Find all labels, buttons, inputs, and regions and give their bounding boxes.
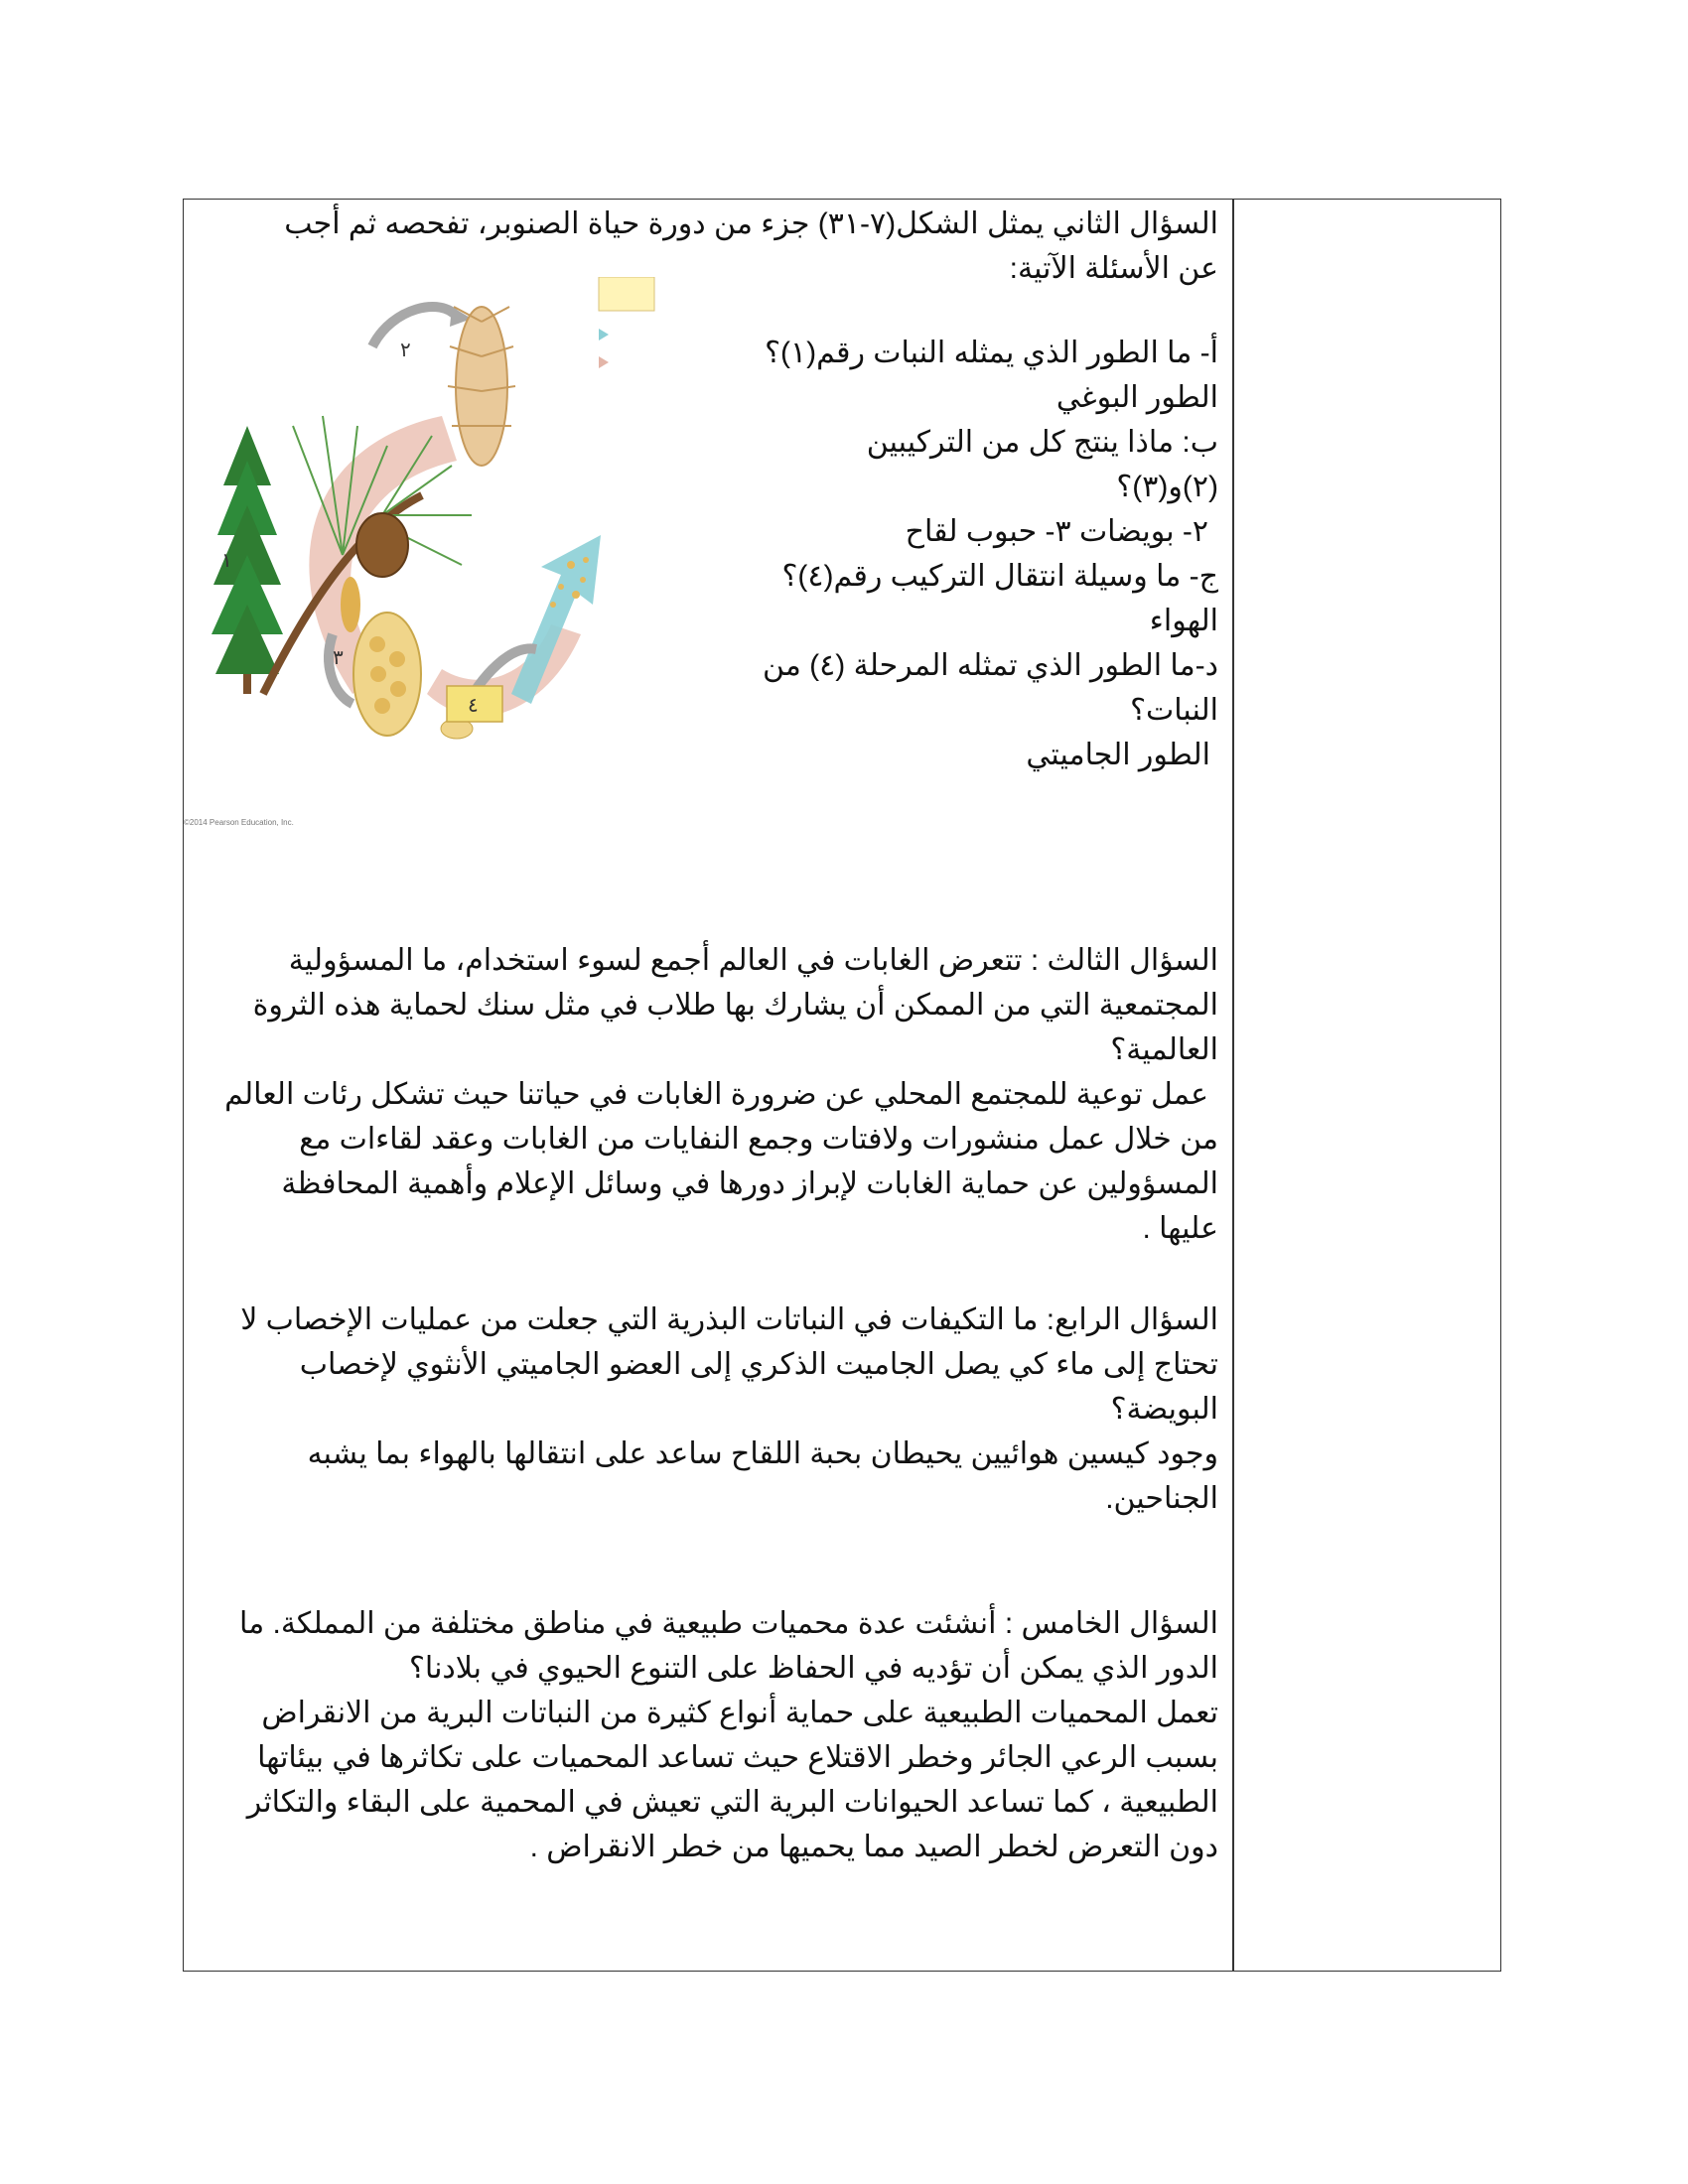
q2-a-answer: الطور البوغي bbox=[1055, 381, 1218, 414]
pollen-cone-structure bbox=[353, 613, 421, 736]
q4-answer-line-1: وجود كيسين هوائيين يحيطان بحبة اللقاح ساعد على انتقالها بالهواء بما يشبه bbox=[307, 1437, 1218, 1470]
q5-question-line-2: الدور الذي يمكن أن تؤديه في الحفاظ على التنوع الحيوي في بلادنا؟ bbox=[409, 1652, 1218, 1685]
q2-b-question-line-2: (٢)و(٣)؟ bbox=[1116, 471, 1218, 503]
q5-block bbox=[196, 1601, 1218, 1869]
grey-arrow-top bbox=[372, 307, 457, 346]
q5-answer-line-3: الطبيعية ، كما تساعد الحيوانات البرية التي تعيش في المحمية على البقاء والتكاثر bbox=[246, 1786, 1218, 1819]
q4-question-line-2: تحتاج إلى ماء كي يصل الجاميت الذكري إلى العضو الجاميتي الأنثوي لإخصاب bbox=[299, 1348, 1218, 1381]
answer-table bbox=[183, 199, 1501, 1972]
q5-question-line-1: السؤال الخامس : أنشئت عدة محميات طبيعية في مناطق مختلفة من المملكة. ما bbox=[238, 1607, 1218, 1640]
q2-intro-line-1: السؤال الثاني يمثل الشكل(٧-٣١) جزء من دورة حياة الصنوبر، تفحصه ثم أجب bbox=[284, 207, 1218, 240]
q2-b-question-line-1: ب: ماذا ينتج كل من التركيبين bbox=[866, 426, 1218, 459]
q2-intro-line-2: عن الأسئلة الآتية: bbox=[1009, 252, 1218, 285]
legend-blue-arrow bbox=[599, 329, 609, 341]
q2-c-question: ج- ما وسيلة انتقال التركيب رقم(٤)؟ bbox=[781, 560, 1218, 593]
q2-a-question: أ- ما الطور الذي يمثله النبات رقم(١)؟ bbox=[765, 337, 1218, 369]
q3-answer-line-1: عمل توعية للمجتمع المحلي عن ضرورة الغابات في حياتنا حيث تشكل رئات العالم bbox=[224, 1078, 1208, 1111]
label-2: ٢ bbox=[400, 338, 411, 361]
pine-life-cycle-illustration bbox=[184, 277, 700, 833]
q4-question-line-1: السؤال الرابع: ما التكيفات في النباتات البذرية التي جعلت من عمليات الإخصاب لا bbox=[240, 1303, 1218, 1336]
q3-question-line-1: السؤال الثالث : تتعرض الغابات في العالم أجمع لسوء استخدام، ما المسؤولية bbox=[288, 944, 1218, 977]
q5-answer-line-2: بسبب الرعي الجائر وخطر الاقتلاع حيث تساعد المحميات على تكاثرها في بيئاتها bbox=[257, 1741, 1218, 1774]
q3-question-line-2: المجتمعية التي من الممكن أن يشارك بها طلاب في مثل سنك لحماية هذه الثروة bbox=[252, 989, 1218, 1022]
legend-key-box bbox=[599, 277, 654, 311]
q3-answer-line-3: المسؤولين عن حماية الغابات لإبراز دورها في وسائل الإعلام وأهمية المحافظة bbox=[281, 1167, 1218, 1200]
q5-answer-line-4: دون التعرض لخطر الصيد مما يحميها من خطر الانقراض . bbox=[529, 1831, 1218, 1863]
label-1: ١ bbox=[221, 548, 232, 572]
q2-c-answer: الهواء bbox=[1149, 605, 1218, 637]
pine-life-cycle-figure bbox=[184, 277, 700, 833]
empty-side-cell bbox=[1234, 200, 1500, 1971]
q2-d-answer: الطور الجاميتي bbox=[1026, 739, 1210, 771]
q3-answer-line-2: من خلال عمل منشورات ولافتات وجمع النفايات من الغابات وعقد لقاءات مع bbox=[299, 1123, 1218, 1156]
q3-question-line-3: العالمية؟ bbox=[1110, 1033, 1218, 1066]
q3-block bbox=[196, 938, 1218, 1251]
q2-b-answer: ٢- بويضات ٣- حبوب لقاح bbox=[905, 515, 1208, 548]
q2-d-question-line-1: د-ما الطور الذي تمثله المرحلة (٤) من bbox=[762, 649, 1218, 682]
q4-answer-line-2: الجناحين. bbox=[1105, 1482, 1218, 1515]
label-4: ٤ bbox=[468, 693, 479, 717]
pine-cone bbox=[356, 513, 408, 577]
q4-block bbox=[196, 1297, 1218, 1521]
questions-cell bbox=[184, 200, 1232, 1971]
q3-answer-line-4: عليها . bbox=[1142, 1212, 1218, 1245]
pollen-cone bbox=[341, 577, 360, 632]
figure-copyright: ©2014 Pearson Education, Inc. bbox=[184, 818, 294, 827]
ovulate-cone-structure bbox=[448, 307, 515, 466]
legend-red-arrow bbox=[599, 356, 609, 368]
q5-answer-line-1: تعمل المحميات الطبيعية على حماية أنواع كثيرة من النباتات البرية من الانقراض bbox=[261, 1697, 1218, 1729]
q2-subquestions bbox=[702, 331, 1218, 777]
q2-d-question-line-2: النبات؟ bbox=[1130, 694, 1218, 727]
q4-question-line-3: البويضة؟ bbox=[1110, 1393, 1218, 1426]
label-3: ٣ bbox=[333, 645, 344, 669]
